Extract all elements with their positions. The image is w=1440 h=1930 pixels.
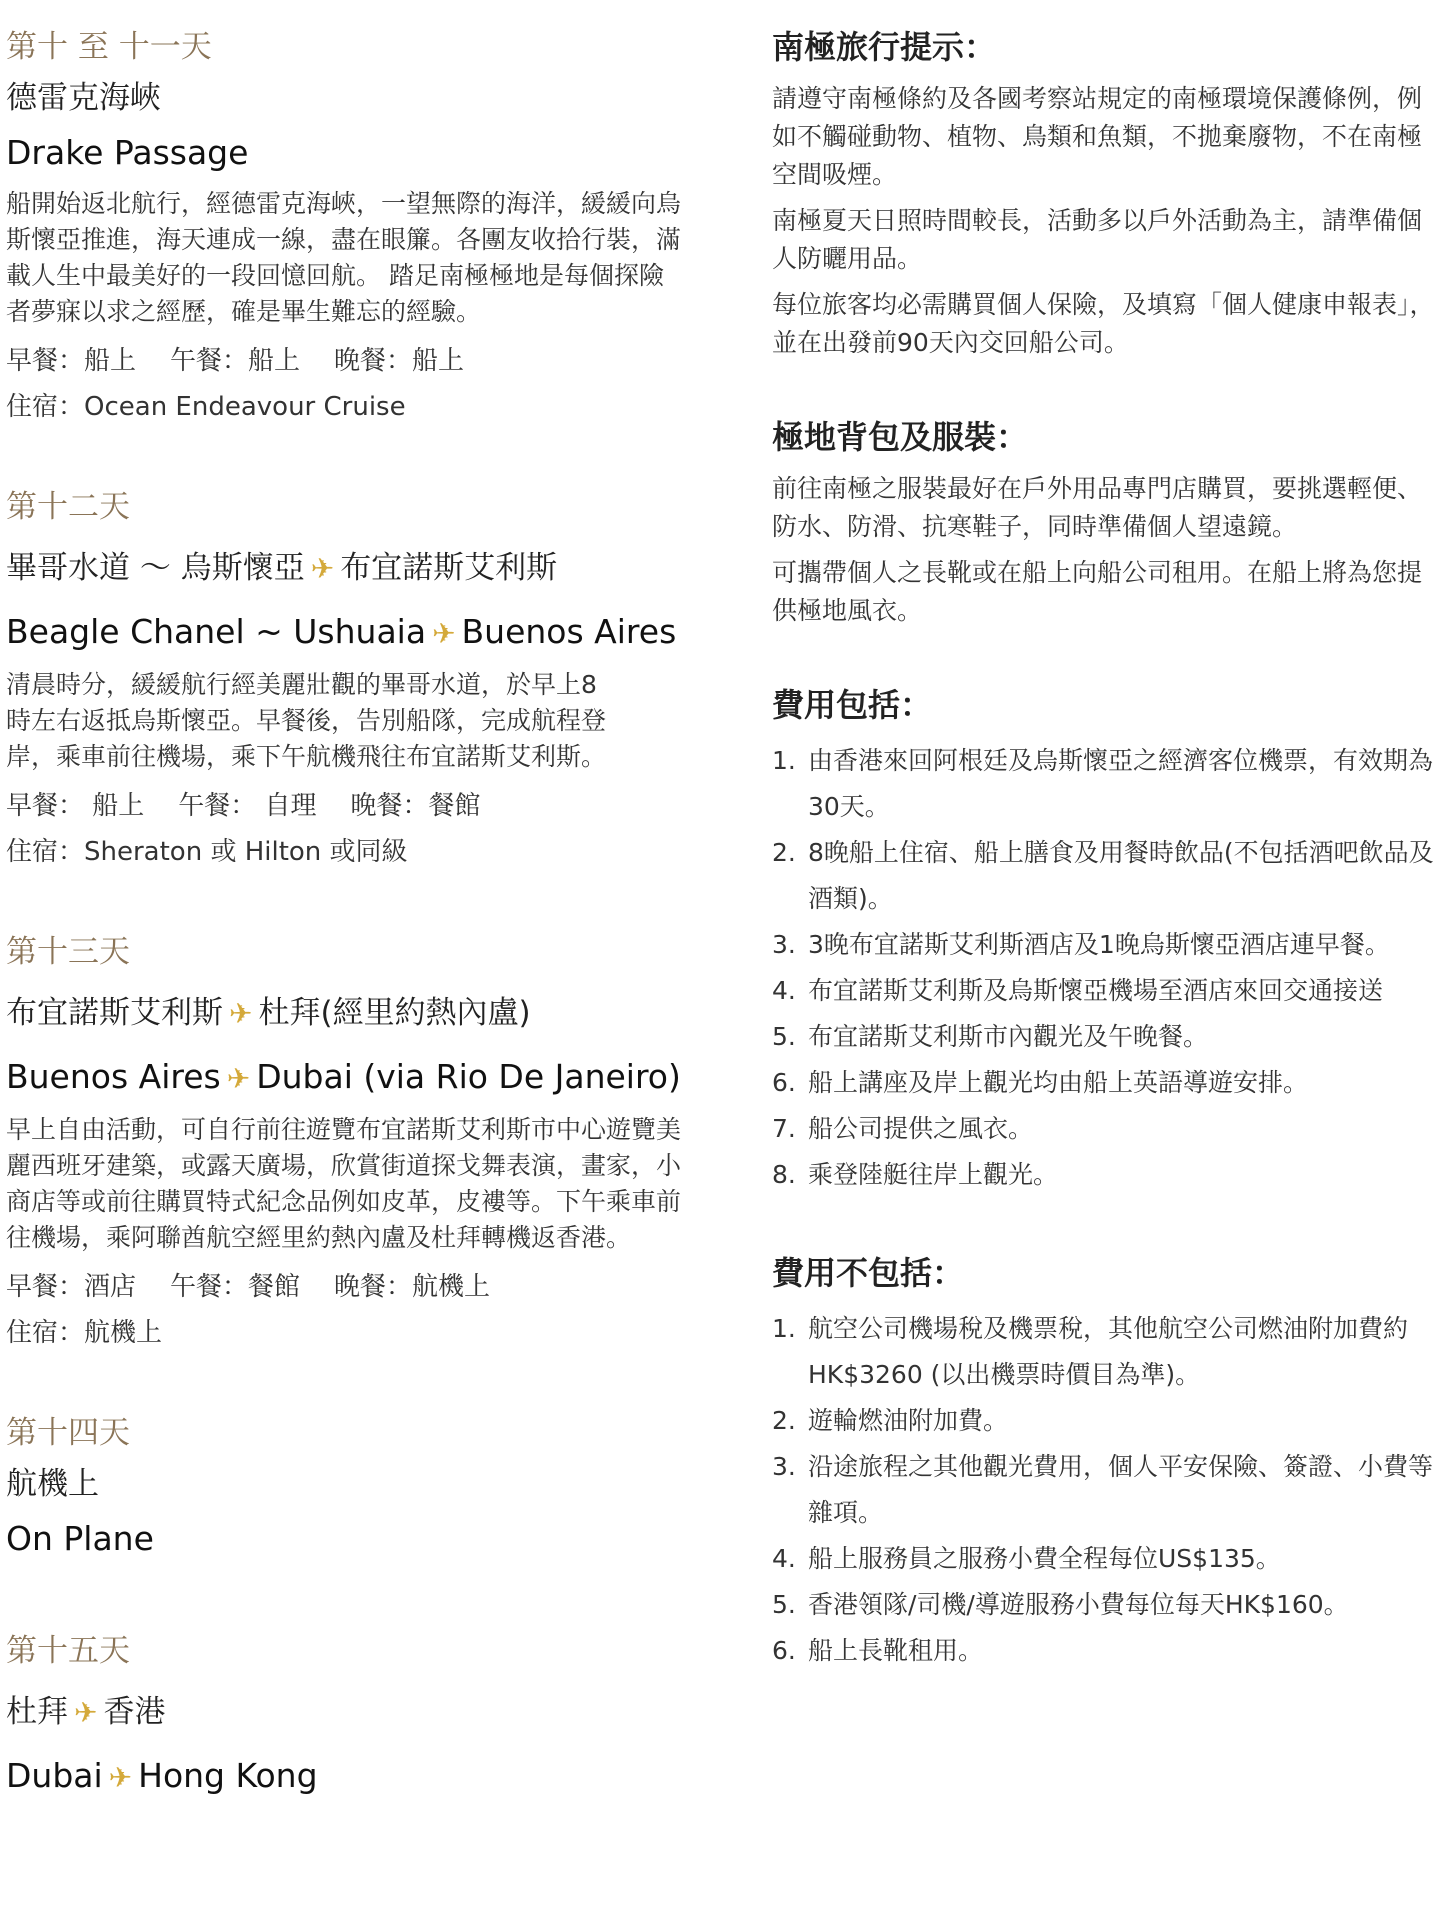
item-text: 香港領隊/司機/導遊服務小費每位每天HK$160。: [808, 1590, 1349, 1619]
section-title: 費用不包括：: [772, 1254, 965, 1292]
dinner: 晚餐：餐館: [350, 791, 481, 821]
item-number: 2.: [772, 1406, 796, 1435]
route-from: 布宜諾斯艾利斯: [6, 995, 223, 1031]
route-to: Hong Kong: [138, 1756, 318, 1795]
list-item: [772, 968, 1440, 1014]
list-item: [772, 1306, 1440, 1398]
day-13: [6, 927, 686, 1356]
item-text: 沿途旅程之其他觀光費用，個人平安保險、簽證、小費等雜項。: [808, 1452, 1434, 1527]
list-item: [772, 922, 1440, 968]
route-zh: 德雷克海峽: [6, 80, 161, 116]
list-item: [772, 1536, 1440, 1582]
day-heading: 第十二天: [6, 489, 130, 525]
route-en: [6, 1050, 686, 1106]
list-item: [772, 1060, 1440, 1106]
day-heading: 第十四天: [6, 1415, 130, 1451]
day-description: 船開始返北航行，經德雷克海峽，一望無際的海洋，緩緩向烏斯懷亞推進，海天連成一線，盡在眼簾。各團友收拾行裝，滿載人生中最美好的一段回憶回航。 踏足南極極地是每個探險者夢寐以求之經歷，確是畢生難忘的經驗。: [6, 189, 682, 326]
lunch: 午餐：餐館: [170, 1272, 301, 1302]
list-item: [772, 1152, 1440, 1198]
list-item: [772, 1014, 1440, 1060]
item-text: 船上講座及岸上觀光均由船上英語導遊安排。: [808, 1068, 1309, 1097]
day-heading: 第十 至 十一天: [6, 29, 212, 65]
plane-icon: ✈: [229, 997, 253, 1030]
day-description: 清晨時分，緩緩航行經美麗壯觀的畢哥水道，於早上8 時左右返抵烏斯懷亞。早餐後，告別船隊，完成航程登岸，乘車前往機場，乘下午航機飛往布宜諾斯艾利斯。: [6, 670, 607, 771]
item-number: 6.: [772, 1068, 796, 1097]
item-number: 6.: [772, 1636, 796, 1665]
item-text: 遊輪燃油附加費。: [808, 1406, 1009, 1435]
list-item: [772, 738, 1440, 830]
route-to: 布宜諾斯艾利斯: [340, 550, 558, 586]
tip-paragraph: 請遵守南極條約及各國考察站規定的南極環境保護條例，例如不觸碰動物、植物、鳥類和魚類，不拋棄廢物，不在南極空間吸煙。: [772, 84, 1423, 189]
day-14: [6, 1408, 686, 1566]
lunch: 午餐： 自理: [178, 791, 317, 821]
item-number: 3.: [772, 930, 796, 959]
fee-excluded: [772, 1248, 1440, 1674]
day-10-11: [6, 22, 686, 430]
breakfast: 早餐：酒店: [6, 1272, 137, 1302]
item-text: 船上服務員之服務小費全程每位US$135。: [808, 1544, 1281, 1573]
route-to: Dubai (via Rio De Janeiro): [256, 1057, 681, 1096]
list-item: [772, 1628, 1440, 1674]
breakfast: 早餐：船上: [6, 346, 137, 376]
item-number: 1.: [772, 746, 796, 775]
item-text: 乘登陸艇往岸上觀光。: [808, 1160, 1059, 1189]
day-15: [6, 1626, 686, 1805]
section-title: 南極旅行提示：: [772, 28, 997, 66]
list-item: [772, 830, 1440, 922]
itinerary-column: [6, 22, 686, 1865]
route-zh: [6, 1686, 686, 1739]
breakfast: 早餐： 船上: [6, 791, 145, 821]
gear-paragraph: 前往南極之服裝最好在戶外用品專門店購買，要挑選輕便、防水、防滑、抗寒鞋子，同時準備個人望遠鏡。: [772, 474, 1423, 541]
plane-icon: ✈: [310, 552, 335, 585]
list-item: [772, 1582, 1440, 1628]
accommodation: 住宿：Ocean Endeavour Cruise: [6, 392, 406, 422]
meals: [6, 338, 686, 384]
route-from: 畢哥水道 ～ 烏斯懷亞: [6, 550, 305, 586]
item-number: 3.: [772, 1452, 796, 1481]
section-title: 極地背包及服裝：: [772, 418, 1029, 456]
dinner: 晚餐：船上: [334, 346, 465, 376]
included-list: [772, 738, 1440, 1198]
plane-icon: ✈: [108, 1761, 133, 1794]
route-to: 杜拜(經里約熱內盧): [258, 995, 531, 1031]
item-text: 8晚船上住宿、船上膳食及用餐時飲品(不包括酒吧飲品及酒類)。: [808, 838, 1434, 913]
route-to: 香港: [103, 1694, 166, 1730]
item-number: 4.: [772, 1544, 796, 1573]
lunch: 午餐：船上: [170, 346, 301, 376]
tip-paragraph: 每位旅客均必需購買個人保險，及填寫「個人健康申報表」，並在出發前90天內交回船公司。: [772, 290, 1435, 357]
day-12: [6, 482, 686, 875]
day-description: 早上自由活動，可自行前往遊覽布宜諾斯艾利斯市中心遊覽美麗西班牙建築，或露天廣場，欣賞街道探戈舞表演，畫家，小商店等或前往購買特式紀念品例如皮革，皮褸等。下午乘車前往機場，乘阿聯酋航空經里約熱內盧及杜拜轉機返香港。: [6, 1115, 682, 1252]
item-number: 5.: [772, 1022, 796, 1051]
meals: [6, 783, 686, 829]
travel-tips: [772, 22, 1440, 362]
plane-icon: ✈: [74, 1696, 98, 1729]
item-text: 布宜諾斯艾利斯市內觀光及午晚餐。: [808, 1022, 1209, 1051]
tip-paragraph: 南極夏天日照時間較長，活動多以戶外活動為主，請準備個人防曬用品。: [772, 206, 1423, 273]
item-number: 4.: [772, 976, 796, 1005]
route-en: On Plane: [6, 1519, 154, 1558]
route-zh: [6, 542, 686, 595]
item-number: 5.: [772, 1590, 796, 1619]
route-to: Buenos Aires: [461, 612, 677, 651]
fee-included: [772, 680, 1440, 1198]
route-en: [6, 1749, 686, 1805]
plane-icon: ✈: [226, 1062, 251, 1095]
gear-paragraph: 可攜帶個人之長靴或在船上向船公司租用。在船上將為您提供極地風衣。: [772, 558, 1423, 625]
item-text: 布宜諾斯艾利斯及烏斯懷亞機場至酒店來回交通接送: [808, 976, 1384, 1005]
gear-section: [772, 412, 1440, 630]
excluded-list: [772, 1306, 1440, 1674]
item-number: 2.: [772, 838, 796, 867]
item-text: 3晚布宜諾斯艾利斯酒店及1晚烏斯懷亞酒店連早餐。: [808, 930, 1390, 959]
route-from: Beagle Chanel ~ Ushuaia: [6, 612, 427, 651]
item-text: 船上長靴租用。: [808, 1636, 984, 1665]
info-column: [772, 22, 1440, 1724]
item-text: 船公司提供之風衣。: [808, 1114, 1034, 1143]
route-zh: 航機上: [6, 1466, 99, 1502]
day-heading: 第十三天: [6, 934, 130, 970]
item-number: 8.: [772, 1160, 796, 1189]
route-en: [6, 605, 686, 661]
accommodation: 住宿：航機上: [6, 1318, 163, 1348]
list-item: [772, 1444, 1440, 1536]
item-text: 由香港來回阿根廷及烏斯懷亞之經濟客位機票，有效期為30天。: [808, 746, 1434, 821]
plane-icon: ✈: [432, 617, 456, 650]
list-item: [772, 1106, 1440, 1152]
meals: [6, 1264, 686, 1310]
item-number: 1.: [772, 1314, 796, 1343]
item-number: 7.: [772, 1114, 796, 1143]
dinner: 晚餐：航機上: [334, 1272, 491, 1302]
route-en: Drake Passage: [6, 133, 249, 172]
route-from: Dubai: [6, 1756, 103, 1795]
list-item: [772, 1398, 1440, 1444]
route-from: Buenos Aires: [6, 1057, 221, 1096]
accommodation: 住宿：Sheraton 或 Hilton 或同級: [6, 837, 408, 867]
section-title: 費用包括：: [772, 686, 933, 724]
route-from: 杜拜: [6, 1694, 68, 1730]
route-zh: [6, 987, 686, 1040]
day-heading: 第十五天: [6, 1633, 130, 1669]
item-text: 航空公司機場稅及機票稅，其他航空公司燃油附加費約HK$3260 (以出機票時價目為準)。: [808, 1314, 1409, 1389]
